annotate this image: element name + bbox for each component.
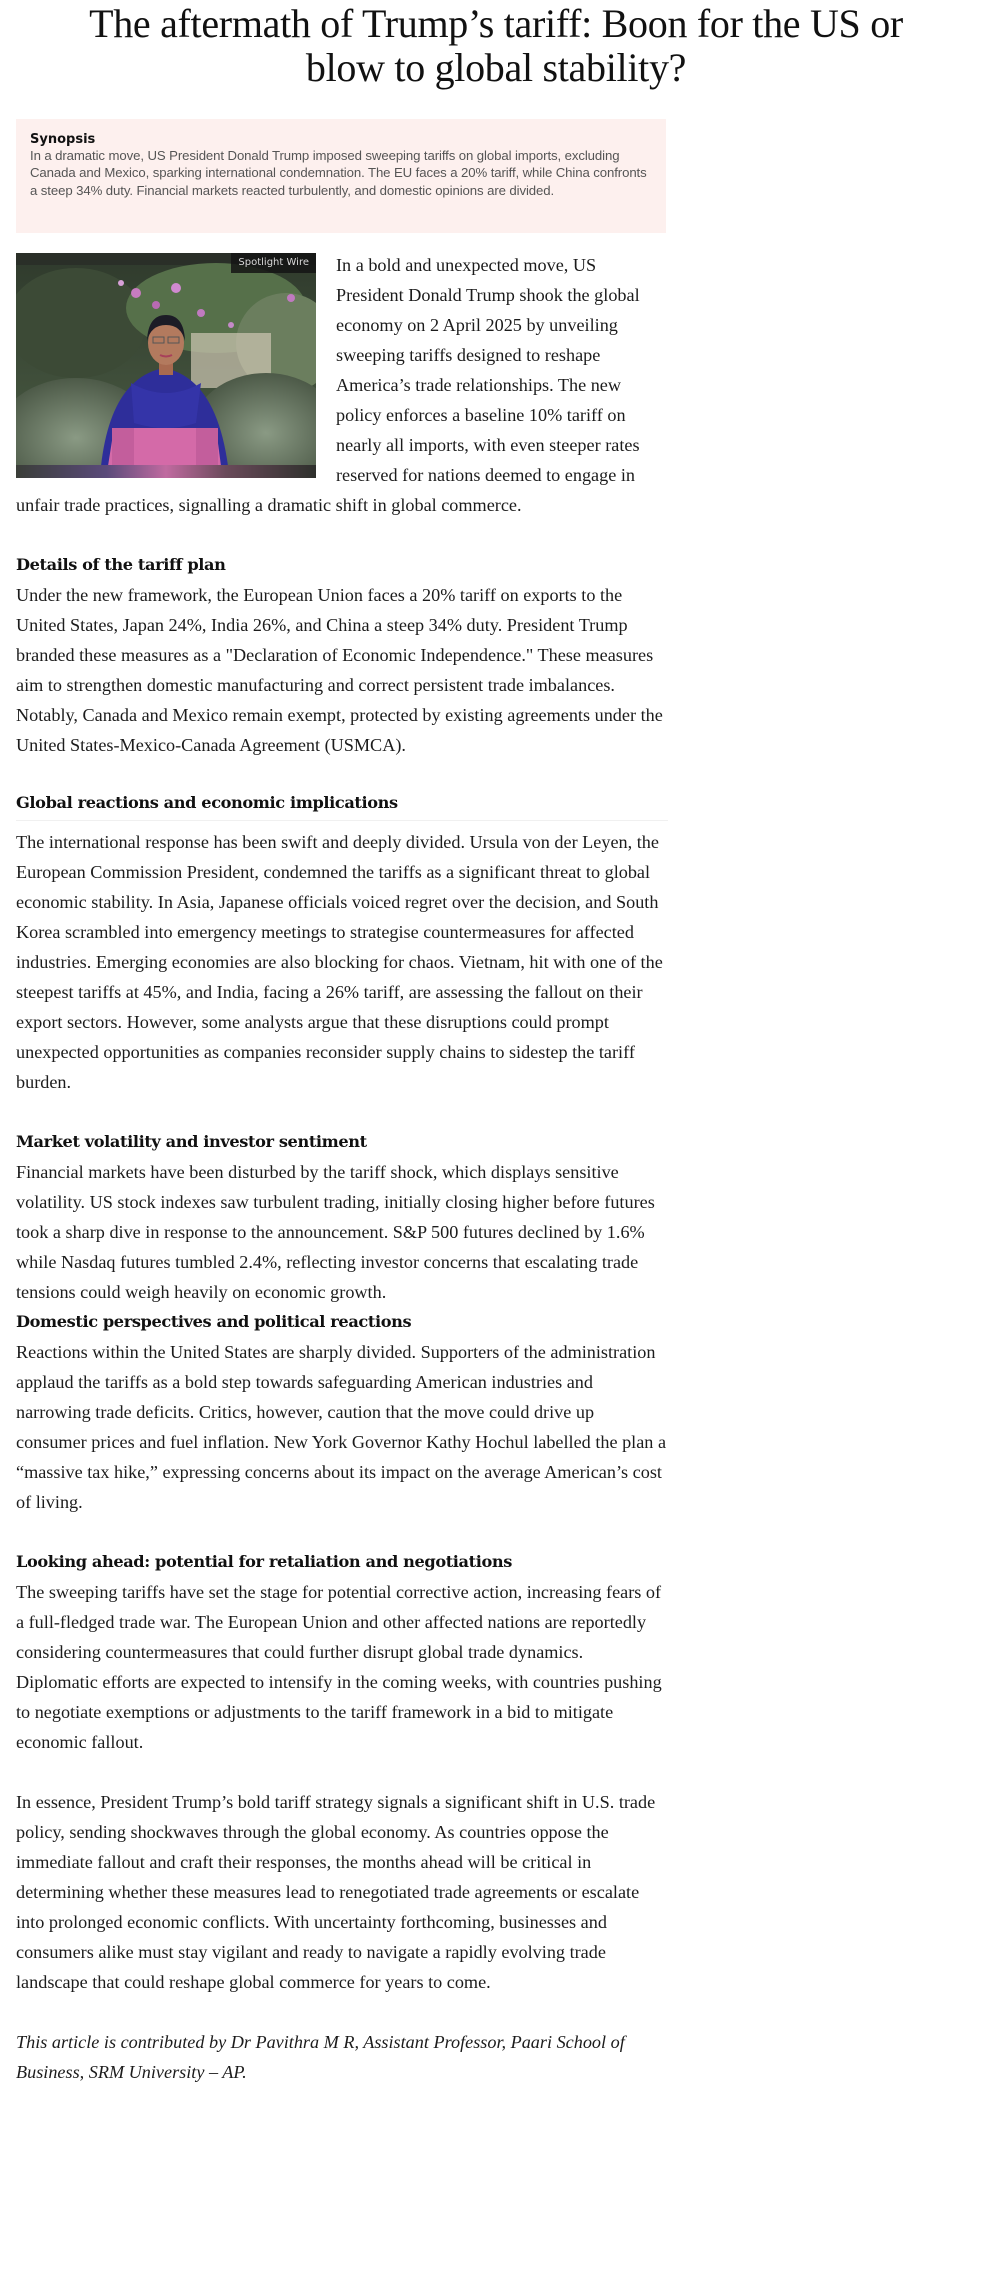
article-conclusion: In essence, President Trump’s bold tariff strategy signals a significant shift in U.S. trade policy, sending shockwaves through the global economy. As countries oppose the immediate fallout and craft their responses, the months ahead will be critical in determining whether these measures lead to renegotiated trade agreements or escalate into prolonged economic conflicts. With uncertainty forthcoming, businesses and consumers alike must stay vigilant and ready to navigate a rapidly evolving trade landscape that could reshape global commerce for years to come. (16, 1792, 656, 1992)
article-body (16, 250, 668, 2087)
headline-line-1: The aftermath of Trump’s tariff: Boon for the US or (89, 1, 903, 46)
article-intro: In a bold and unexpected move, US President Donald Trump shook the global economy on 2 April 2025 by unveiling sweeping tariffs designed to reshape America’s trade relationships. The new policy enforces a baseline 10% tariff on nearly all imports, with even steeper rates reserved for nations deemed to engage in unfair trade practices, signalling a dramatic shift in global commerce. (16, 255, 640, 515)
section-heading-domestic-perspectives: Domestic perspectives and political reactions (16, 1312, 412, 1331)
article-image[interactable] (16, 253, 316, 478)
article-headline (0, 0, 992, 90)
synopsis-title: Synopsis (30, 132, 96, 147)
image-credit-badge: Spotlight Wire (231, 253, 316, 273)
section-body-global-reactions: The international response has been swift and deeply divided. Ursula von der Leyen, the European Commission President, condemned the tariffs as a significant threat to global economic stability. In Asia, Japanese officials voiced regret over the decision, and South Korea scrambled into emergency meetings to strategise countermeasures for affected industries. Emerging economies are also blocking for chaos. Vietnam, hit with one of the steepest tariffs at 45%, and India, facing a 26% tariff, are assessing the fallout on their export sectors. However, some analysts argue that these disruptions could prompt unexpected opportunities as companies reconsider supply chains to sidestep the tariff burden. (16, 832, 663, 1092)
section-body-domestic-perspectives: Reactions within the United States are sharply divided. Supporters of the administration applaud the tariffs as a bold step towards safeguarding American industries and narrowing trade deficits. Critics, however, caution that the move could drive up consumer prices and fuel inflation. New York Governor Kathy Hochul labelled the plan a “massive tax hike,” expressing concerns about its impact on the average American’s cost of living. (16, 1342, 667, 1512)
portrait-photo (16, 253, 316, 478)
section-heading-tariff-plan: Details of the tariff plan (16, 555, 226, 574)
section-body-looking-ahead: The sweeping tariffs have set the stage for potential corrective action, increasing fears of a full-fledged trade war. The European Union and other affected nations are reportedly considering countermeasures that could further disrupt global trade dynamics. Diplomatic efforts are expected to intensify in the coming weeks, with countries pushing to negotiate exemptions or adjustments to the tariff framework in a bid to mitigate economic fallout. (16, 1582, 662, 1752)
section-heading-global-reactions: Global reactions and economic implications (16, 790, 668, 821)
section-body-market-volatility: Financial markets have been disturbed by the tariff shock, which displays sensitive volatility. US stock indexes saw turbulent trading, initially closing higher before futures took a sharp dive in response to the announcement. S&P 500 futures declined by 1.6% while Nasdaq futures tumbled 2.4%, reflecting investor concerns that escalating trade tensions could weigh heavily on economic growth. (16, 1162, 655, 1302)
section-heading-market-volatility: Market volatility and investor sentiment (16, 1132, 367, 1151)
section-heading-looking-ahead: Looking ahead: potential for retaliation and negotiations (16, 1552, 512, 1571)
headline-line-2: blow to global stability? (305, 45, 687, 90)
section-body-tariff-plan: Under the new framework, the European Union faces a 20% tariff on exports to the United States, Japan 24%, India 26%, and China a steep 34% duty. President Trump branded these measures as a "Declaration of Economic Independence." These measures aim to strengthen domestic manufacturing and correct persistent trade imbalances. Notably, Canada and Mexico remain exempt, protected by existing agreements under the United States-Mexico-Canada Agreement (USMCA). (16, 585, 663, 755)
author-credit: This article is contributed by Dr Pavithra M R, Assistant Professor, Paari School of Business, SRM University – AP. (16, 2032, 625, 2082)
synopsis-text: In a dramatic move, US President Donald Trump imposed sweeping tariffs on global imports, excluding Canada and Mexico, sparking international condemnation. The EU faces a 20% tariff, while China confronts a steep 34% duty. Financial markets reacted turbulently, and domestic opinions are divided. (30, 148, 647, 198)
synopsis-box (16, 119, 666, 233)
